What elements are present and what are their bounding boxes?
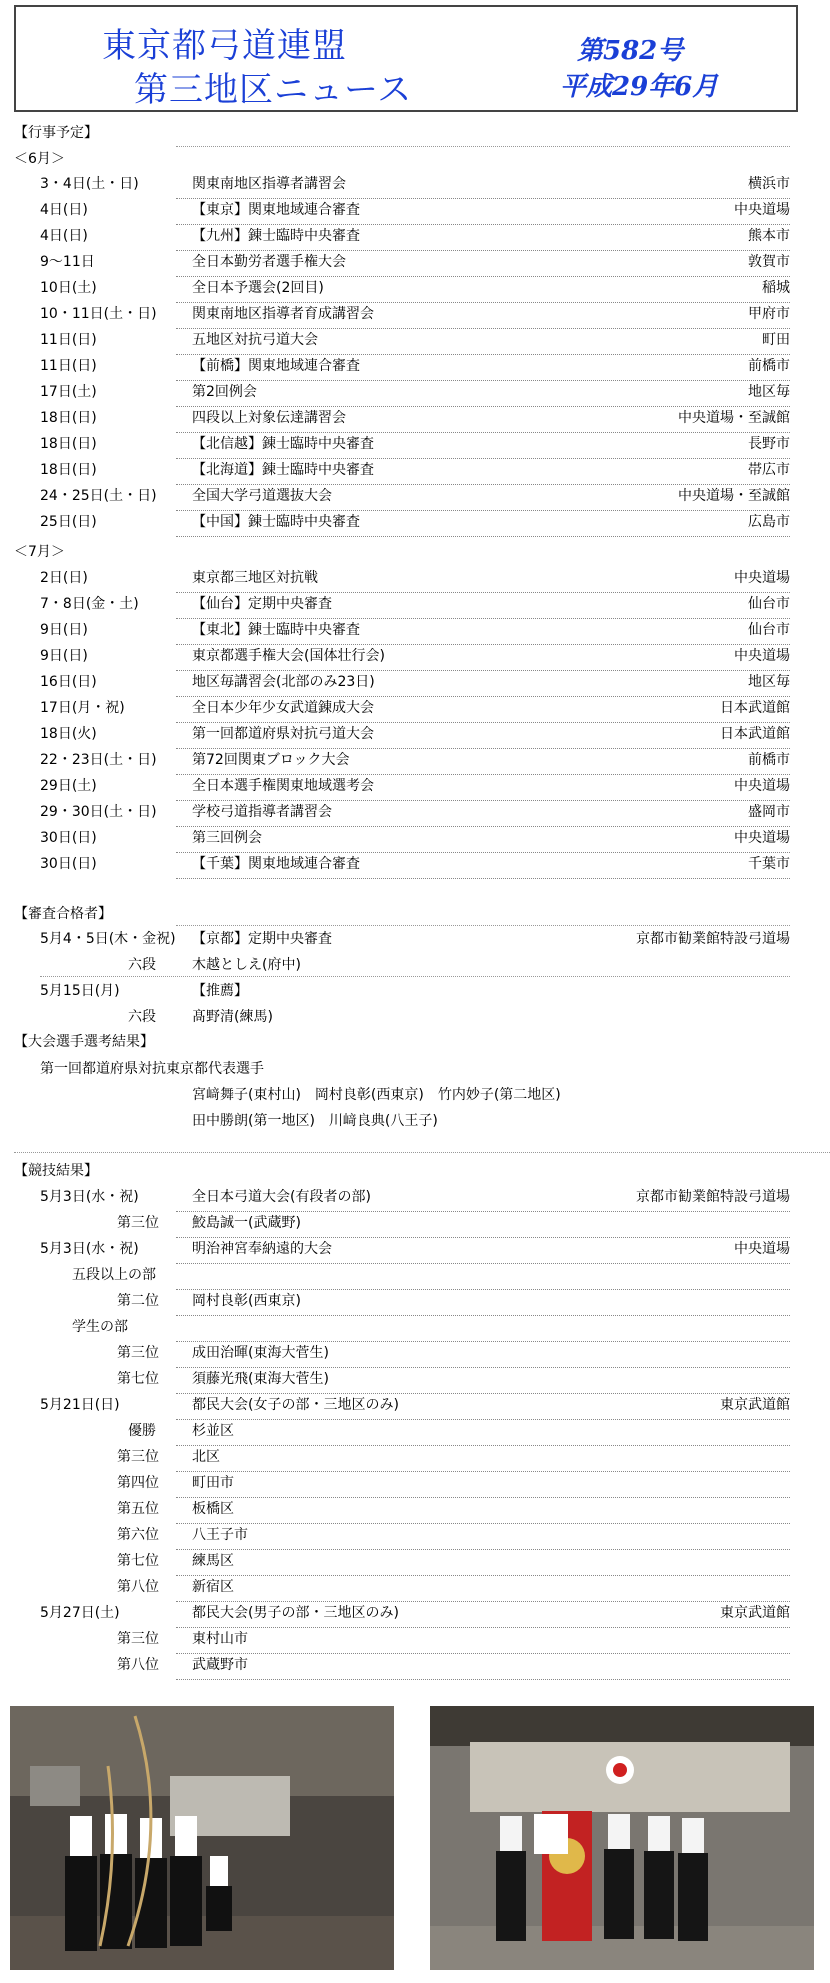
item-event: 【九州】錬士臨時中央審査 (192, 228, 360, 244)
item-place: 熊本市 (748, 228, 790, 244)
item-date: 9日(日) (40, 648, 88, 664)
item-date: 18日(火) (40, 726, 97, 742)
item-date: 第八位 (117, 1579, 159, 1595)
list-item (0, 1316, 830, 1342)
item-place: 甲府市 (748, 306, 790, 322)
item-date: 3・4日(土・日) (40, 176, 139, 192)
item-date: 18日(日) (40, 462, 97, 478)
item-date: 第七位 (117, 1371, 159, 1387)
team-image (430, 1706, 814, 1970)
list-item (0, 593, 830, 619)
item-place: 中央道場・至誠館 (678, 488, 790, 504)
list-item (0, 381, 830, 407)
item-event: 東京都三地区対抗戦 (192, 570, 318, 586)
item-event: 鮫島誠一(武蔵野) (192, 1215, 301, 1231)
list-item (0, 1498, 830, 1524)
exam-name: 木越としえ(府中) (192, 957, 301, 973)
item-date: 5月27日(土) (40, 1605, 120, 1621)
list-item (0, 801, 830, 827)
item-event: 成田治暉(東海大菅生) (192, 1345, 329, 1361)
item-date: 11日(日) (40, 332, 97, 348)
list-item (0, 697, 830, 723)
item-date: 17日(月・祝) (40, 700, 125, 716)
list-item (0, 459, 830, 485)
list-item (0, 1654, 830, 1680)
item-date: 25日(日) (40, 514, 97, 530)
item-event: 【千葉】関東地域連合審査 (192, 856, 360, 872)
selection-line: 宮﨑舞子(東村山) 岡村良彰(西東京) 竹内妙子(第二地区) (192, 1087, 561, 1103)
item-date: 第八位 (117, 1657, 159, 1673)
divider (176, 925, 790, 926)
item-event: 明治神宮奉納遠的大会 (192, 1241, 332, 1257)
list-item (0, 277, 830, 303)
item-date: 22・23日(土・日) (40, 752, 157, 768)
item-event: 全日本勤労者選手権大会 (192, 254, 346, 270)
list-item (0, 853, 830, 879)
list-item (0, 567, 830, 593)
item-place: 横浜市 (748, 176, 790, 192)
item-date: 5月3日(水・祝) (40, 1189, 139, 1205)
exam-place: 京都市勧業館特設弓道場 (636, 931, 790, 947)
item-date: 7・8日(金・土) (40, 596, 139, 612)
item-date: 第三位 (117, 1215, 159, 1231)
item-place: 帯広市 (748, 462, 790, 478)
item-place: 京都市勧業館特設弓道場 (636, 1189, 790, 1205)
selection-line: 田中勝朗(第一地区) 川﨑良典(八王子) (192, 1113, 438, 1129)
item-date: 29日(土) (40, 778, 97, 794)
item-place: 稲城 (762, 280, 790, 296)
item-place: 長野市 (748, 436, 790, 452)
item-event: 全日本弓道大会(有段者の部) (192, 1189, 371, 1205)
list-item (0, 303, 830, 329)
list-item (0, 407, 830, 433)
item-event: 【北信越】錬士臨時中央審査 (192, 436, 374, 452)
list-item (0, 1394, 830, 1420)
list-item (0, 225, 830, 251)
item-event: 杉並区 (192, 1423, 234, 1439)
exam-event: 【京都】定期中央審査 (192, 931, 332, 947)
item-place: 敦賀市 (748, 254, 790, 270)
item-event: 町田市 (192, 1475, 234, 1491)
item-event: 学校弓道指導者講習会 (192, 804, 332, 820)
item-event: 【前橋】関東地域連合審査 (192, 358, 360, 374)
list-item (0, 1368, 830, 1394)
list-item (0, 355, 830, 381)
item-place: 地区毎 (748, 384, 790, 400)
item-event: 四段以上対象伝達講習会 (192, 410, 346, 426)
item-date: 17日(土) (40, 384, 97, 400)
item-date: 第六位 (117, 1527, 159, 1543)
item-event: 関東南地区指導者育成講習会 (192, 306, 374, 322)
list-item (0, 1212, 830, 1238)
item-date: 18日(日) (40, 436, 97, 452)
item-event: 都民大会(女子の部・三地区のみ) (192, 1397, 399, 1413)
list-item (0, 1420, 830, 1446)
item-date: 5月21日(日) (40, 1397, 120, 1413)
item-place: 千葉市 (748, 856, 790, 872)
item-event: 五地区対抗弓道大会 (192, 332, 318, 348)
item-date: 5月3日(水・祝) (40, 1241, 139, 1257)
list-item (0, 1524, 830, 1550)
item-place: 前橋市 (748, 358, 790, 374)
item-place: 中央道場 (734, 830, 790, 846)
item-date: 4日(日) (40, 228, 88, 244)
item-date: 第三位 (117, 1631, 159, 1647)
schedule-heading: 【行事予定】 (14, 125, 98, 141)
item-event: 武蔵野市 (192, 1657, 248, 1673)
item-date: 16日(日) (40, 674, 97, 690)
item-place: 東京武道館 (720, 1397, 790, 1413)
item-date: 10・11日(土・日) (40, 306, 157, 322)
item-date: 第五位 (117, 1501, 159, 1517)
item-event: 練馬区 (192, 1553, 234, 1569)
item-place: 仙台市 (748, 622, 790, 638)
item-event: 第一回都道府県対抗弓道大会 (192, 726, 374, 742)
archers-image (10, 1706, 394, 1970)
item-event: 須藤光飛(東海大菅生) (192, 1371, 329, 1387)
exam-event: 【推薦】 (192, 983, 248, 999)
list-item (0, 1576, 830, 1602)
item-place: 地区毎 (748, 674, 790, 690)
item-event: 関東南地区指導者講習会 (192, 176, 346, 192)
item-event: 【北海道】錬士臨時中央審査 (192, 462, 374, 478)
exam-heading: 【審査合格者】 (14, 906, 112, 922)
item-place: 日本武道館 (720, 700, 790, 716)
selection-event: 第一回都道府県対抗東京都代表選手 (40, 1061, 264, 1077)
list-item (0, 1342, 830, 1368)
list-item (0, 1602, 830, 1628)
item-event: 【東北】錬士臨時中央審査 (192, 622, 360, 638)
item-event: 新宿区 (192, 1579, 234, 1595)
results-heading: 【競技結果】 (14, 1163, 98, 1179)
item-event: 全日本選手権関東地域選考会 (192, 778, 374, 794)
item-event: 東村山市 (192, 1631, 248, 1647)
item-date: 第三位 (117, 1449, 159, 1465)
item-date: 学生の部 (72, 1319, 128, 1335)
item-date: 10日(土) (40, 280, 97, 296)
exam-date: 5月4・5日(木・金祝) (40, 931, 176, 947)
item-event: 第三回例会 (192, 830, 262, 846)
list-item (0, 1628, 830, 1654)
list-item (0, 1290, 830, 1316)
issue-date: 平成29年6月 (560, 72, 719, 102)
list-item (0, 827, 830, 853)
item-place: 中央道場 (734, 570, 790, 586)
item-event: 東京都選手権大会(国体壮行会) (192, 648, 385, 664)
list-item (0, 433, 830, 459)
list-item (0, 775, 830, 801)
item-event: 八王子市 (192, 1527, 248, 1543)
item-place: 日本武道館 (720, 726, 790, 742)
list-item (0, 645, 830, 671)
item-event: 第72回関東ブロック大会 (192, 752, 350, 768)
item-place: 中央道場 (734, 202, 790, 218)
item-date: 第七位 (117, 1553, 159, 1569)
item-date: 第二位 (117, 1293, 159, 1309)
item-date: 2日(日) (40, 570, 88, 586)
divider (40, 976, 790, 977)
list-item (0, 749, 830, 775)
list-item (0, 173, 830, 199)
june-label: ＜6月＞ (14, 151, 65, 167)
item-date: 4日(日) (40, 202, 88, 218)
item-event: 岡村良彰(西東京) (192, 1293, 301, 1309)
item-place: 広島市 (748, 514, 790, 530)
item-date: 9～11日 (40, 254, 95, 270)
item-event: 北区 (192, 1449, 220, 1465)
item-date: 11日(日) (40, 358, 97, 374)
item-event: 【中国】錬士臨時中央審査 (192, 514, 360, 530)
exam-name: 髙野清(練馬) (192, 1009, 273, 1025)
exam-date: 5月15日(月) (40, 983, 120, 999)
item-place: 町田 (762, 332, 790, 348)
list-item (0, 723, 830, 749)
item-date: 24・25日(土・日) (40, 488, 157, 504)
item-date: 30日(日) (40, 856, 97, 872)
newsletter-title: 東京都弓道連盟 (102, 26, 347, 66)
archery-photo (10, 1706, 394, 1970)
item-place: 中央道場 (734, 648, 790, 664)
item-place: 東京武道館 (720, 1605, 790, 1621)
selection-heading: 【大会選手選考結果】 (14, 1034, 154, 1050)
item-place: 中央道場 (734, 1241, 790, 1257)
july-label: ＜7月＞ (14, 544, 65, 560)
list-item (0, 329, 830, 355)
item-place: 中央道場・至誠館 (678, 410, 790, 426)
list-item (0, 619, 830, 645)
item-place: 盛岡市 (748, 804, 790, 820)
list-item (0, 1238, 830, 1264)
item-event: 【東京】関東地域連合審査 (192, 202, 360, 218)
list-item (0, 1264, 830, 1290)
list-item (0, 1472, 830, 1498)
exam-rank: 六段 (128, 957, 156, 973)
item-event: 地区毎講習会(北部のみ23日) (192, 674, 375, 690)
item-date: 29・30日(土・日) (40, 804, 157, 820)
item-date: 第三位 (117, 1345, 159, 1361)
divider (176, 146, 790, 147)
item-event: 全日本予選会(2回目) (192, 280, 324, 296)
list-item (0, 671, 830, 697)
list-item (0, 1550, 830, 1576)
item-date: 18日(日) (40, 410, 97, 426)
item-event: 第2回例会 (192, 384, 257, 400)
item-place: 中央道場 (734, 778, 790, 794)
item-date: 9日(日) (40, 622, 88, 638)
exam-rank: 六段 (128, 1009, 156, 1025)
list-item (0, 251, 830, 277)
item-event: 都民大会(男子の部・三地区のみ) (192, 1605, 399, 1621)
award-photo (430, 1706, 814, 1970)
item-event: 【仙台】定期中央審査 (192, 596, 332, 612)
item-place: 仙台市 (748, 596, 790, 612)
issue-number: 第582号 (577, 36, 684, 66)
item-event: 全日本少年少女武道錬成大会 (192, 700, 374, 716)
newsletter-subtitle: 第三地区ニュース (134, 70, 413, 110)
list-item (0, 511, 830, 537)
item-place: 前橋市 (748, 752, 790, 768)
item-event: 板橋区 (192, 1501, 234, 1517)
item-date: 第四位 (117, 1475, 159, 1491)
item-date: 五段以上の部 (72, 1267, 156, 1283)
item-date: 優勝 (128, 1423, 156, 1439)
list-item (0, 1186, 830, 1212)
list-item (0, 485, 830, 511)
item-event: 全国大学弓道選抜大会 (192, 488, 332, 504)
list-item (0, 1446, 830, 1472)
list-item (0, 199, 830, 225)
divider (14, 1152, 830, 1153)
item-date: 30日(日) (40, 830, 97, 846)
